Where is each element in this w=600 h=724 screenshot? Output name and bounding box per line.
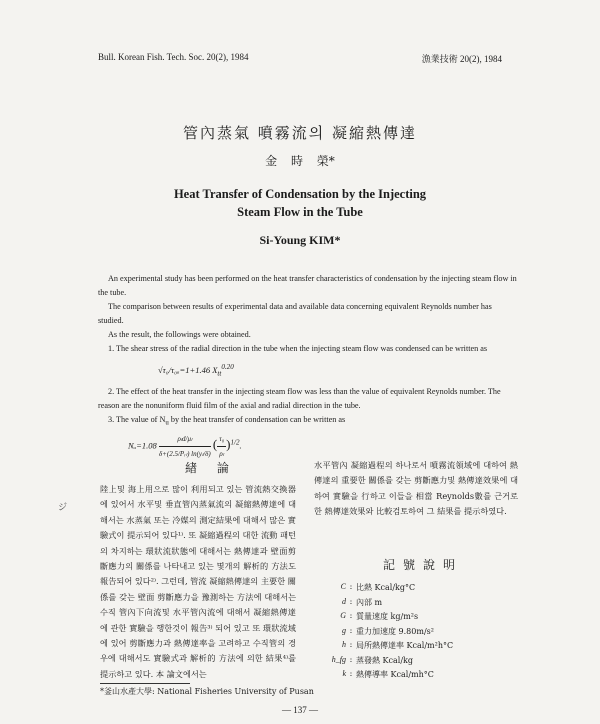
eq2-paren-numerator: τ₀ [217, 432, 226, 447]
nomenclature-list [320, 582, 520, 684]
nomenclature-heading: 記號說明 [383, 558, 464, 572]
title-korean: 管內蒸氣 噴霧流의 凝縮熱傳達 [182, 124, 418, 142]
abstract-p5: 2. The effect of the heat transfer in the injecting steam flow was less than the value of equivalent Reynolds number. The reason are the nonuniform fluid film of the axial and radial direction in the tube. [98, 386, 501, 410]
nomenclature-item: G : 質量速度 kg/m²s [340, 611, 419, 621]
eq2-exponent: 1/2 [230, 438, 240, 447]
eq2-lhs: Nᵤ=1.08 [128, 440, 157, 451]
margin-mark: ジ [58, 503, 68, 513]
intro-text-continued: 水平管內 凝縮過程의 하나로서 噴霧流領域에 대하여 熱傳達의 重要한 關係를 갖는 剪斷應力및 熱傳達效果에 대하여 實驗을 行하고 이들을 相當 Reynolds數를 근거로 한 熱傳達效果와 比較검토하여 그 結果를 提示하였다. [314, 460, 518, 517]
nomenclature-item: C : 比熱 Kcal/kg°C [340, 582, 416, 592]
eq2-paren-fraction [217, 432, 226, 461]
abstract-p6-sub: u [165, 419, 169, 427]
equation-nusselt: Nᵤ=1.08 $\frac{\text{ρₗd/μₗ}}{\text{δ+(2.5/Pᵣₗ) ln(yₗ/δ)}}$ ( $\frac{\text{τ₀}}{\text{ρₗ}}$ )$^{1/2}$. [98, 430, 518, 461]
equation-shear-stress [98, 356, 518, 385]
footnote-rule [100, 683, 190, 684]
nomenclature-item: k : 熱傳導率 Kcal/mh°C [342, 669, 434, 679]
eq2-fraction [159, 432, 211, 461]
abstract-p1: An experimental study has been performed on the heat transfer characteristics of condensation by the injecting steam flow in the tube. [98, 274, 517, 297]
author-english: Si-Young KIM* [259, 233, 341, 247]
eq2-numerator: ρₗd/μₗ [159, 432, 211, 447]
eq2-paren-denominator: ρₗ [219, 450, 224, 459]
abstract-p6 [98, 413, 518, 431]
abstract-p2: The comparison between results of experimental data and available data concerning equivalent Reynolds number has studied. [98, 302, 492, 325]
nomenclature-item: h_fg : 蒸發熱 Kcal/kg [331, 654, 413, 665]
footnote-affiliation: *釜山水產大學: National Fisheries University of Pusan [100, 687, 314, 696]
title-english [0, 185, 600, 221]
nomenclature-item: g : 重力加速度 9.80m/s² [342, 625, 434, 636]
intro-text: 陸上및 海上用으로 많이 利用되고 있는 管流熱交換器에 있어서 水平및 垂直管內蒸氣流의 凝縮熱傳達에 대해서는 水蒸氣 또는 冷媒의 測定結果에 대해서 많은 實驗式이 提示되어 있다¹⁾. 또 凝縮過程의 대한 流動 패턴의 차지하는 環狀流狀態에 대해서는 熱傳達과 壁面剪斷應力의 關係를 나타내고 있는 몇개의 解析的 方法도 報告되어 있다²⁾. 그런데, 管流 凝縮熱傳達의 主要한 關係를 갖는 壁面 剪斷應力을 豫測하는 方法에 대해서는 수직 管內下向流및 水平管內流에 대해서 凝縮熱傳達에 관한 實驗을 행한것이 報告³⁾ 되어 있고 또 環狀流域에 있어 剪斷應力과 熱傳達率을 고려하고 수직管의 경우에 대해서도 實驗式과 解析的 方法에 의한 結果⁴⁾를 提示하고 있다. 本 論文에서는 [100, 484, 296, 679]
title-english-line2: Steam Flow in the Tube [237, 205, 363, 219]
eq1-lhs: √τ₀/τ₀ₐ=1+1.46 X [158, 364, 218, 375]
intro-heading: 緖 論 [185, 461, 237, 475]
nomenclature-item: d : 內部 m [342, 596, 383, 607]
eq1-sub: tt [217, 369, 222, 378]
eq2-denominator: δ+(2.5/Pᵣₗ) ln(yₗ/δ) [158, 450, 211, 459]
abstract-p6-rest: by the heat transfer of condensation can be written as [168, 414, 346, 424]
abstract-p4: 1. The shear stress of the radial direction in the tube when the injecting steam flow was condensed can be written as [108, 344, 488, 353]
journal-header-en: Bull. Korean Fish. Tech. Soc. 20(2), 1984 [98, 52, 249, 62]
eq1-sup: 0.20 [221, 363, 234, 371]
abstract-p6-text: 3. The value of N [108, 414, 166, 424]
author-korean: 金 時 榮* [265, 154, 335, 168]
abstract-p3: As the result, the followings were obtained. [108, 330, 251, 339]
abstract [98, 272, 518, 461]
journal-header-ko: 漁業技術 20(2), 1984 [421, 54, 502, 64]
title-english-line1: Heat Transfer of Condensation by the Injecting [173, 187, 427, 201]
page-number: — 137 — [282, 705, 318, 715]
nomenclature-item: h : 局所熱傳達率 Kcal/m²h°C [342, 640, 454, 650]
